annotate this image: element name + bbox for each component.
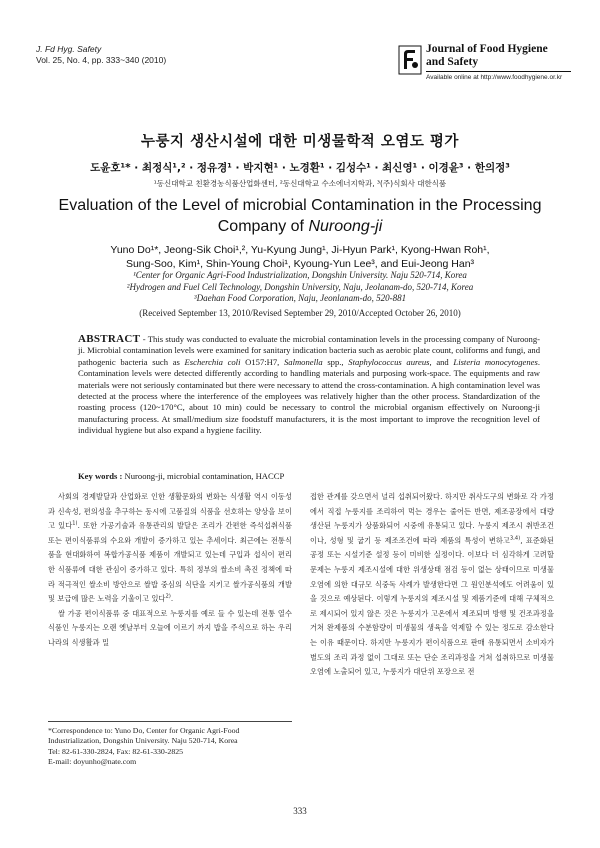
body-paragraph bbox=[310, 490, 554, 680]
korean-title: 누룽지 생산시설에 대한 미생물학적 오염도 평가 bbox=[141, 134, 459, 150]
abstract-text: , and bbox=[429, 356, 454, 367]
page-number: 333 bbox=[293, 806, 307, 816]
received-dates: (Received September 13, 2010/Revised September 29, 2010/Accepted October 26, 2010) bbox=[139, 308, 461, 318]
body-text: 사회의 경제발달과 산업화로 인한 생활문화의 변화는 식생활 역시 이동성과 신속성, 편의성을 추구하는 동시에 고품질의 식품을 선호하는 양상을 보이고 있다 bbox=[48, 492, 292, 531]
abstract-heading: ABSTRACT bbox=[78, 333, 141, 345]
abstract-text: - This study was conducted to evaluate the microbial contamination levels in the processing company of Nuroong-ji. Microbial contamination levels were examined for sanitary indication bacteria such as aerobic plate count, coliforms and fungi, and pathogenic bacteria such as bbox=[78, 334, 540, 367]
journal-logo-title bbox=[426, 43, 548, 68]
volume-line: Vol. 25, No. 4, pp. 333~340 (2010) bbox=[36, 55, 167, 65]
footnote-correspondence: *Correspondence to: Yuno Do, Center for Organic Agri-Food Industrialization, Dongshin University. Naju 520-714, Korea bbox=[48, 726, 240, 746]
abstract-italic-term: Salmonella bbox=[283, 356, 323, 367]
body-column-right bbox=[310, 490, 554, 680]
abstract-text: spp., bbox=[322, 356, 349, 367]
abstract-italic-term: Listeria monocytogenes bbox=[453, 356, 538, 367]
english-authors-line1: Yuno Do¹*, Jeong-Sik Choi¹,², Yu-Kyung Jung¹, Ji-Hyun Park¹, Kyong-Hwan Roh¹, bbox=[110, 244, 490, 256]
abstract bbox=[78, 334, 540, 437]
body-text: . bbox=[170, 594, 174, 604]
journal-reference bbox=[36, 44, 166, 66]
citation-ref: 1) bbox=[72, 520, 78, 527]
body-text: . 또한 가공기술과 유통관리의 발달은 조리가 간편한 즉석섭취식품 또는 편이식품류의 수요와 개발이 증가하고 있는 추세이다. 최근에는 전통식품을 현대화하여 복합가공식품 제품이 개발되고 있는데 구입과 섭식이 편리한 식품류에 대한 관심이 증가하고 있다. 특히 정부의 쌀소비 촉진 정책에 따라 적극적인 쌀소비 방안으로 쌀밥 중심의 식단을 지키고 쌀가공식품의 개발 및 보급에 많은 노력을 기울이고 있다 bbox=[48, 521, 293, 604]
abstract-text: . Contamination levels were detected differently according to handling materials and purposing work-space. The equipments and raw materials were not seriously contaminated but there were necessary to attend the cross-contamination. A high contamination level was detected at the process where the interference of the employees was relatively higher than the other process. Standardization of the roasting process (120~170°C, about 10 min) could be necessary to control the microbial organism effectively on Nuroong-ji manufacturing process. At small/medium size foodstuff manufacturers, it is the most important to improve the recognition level of individual hygiene but also expand a hygiene facility. bbox=[78, 356, 540, 436]
body-text: 접한 관계를 갖으면서 널리 섭취되어왔다. 하지만 취사도구의 변화로 각 가정에서 직접 누룽지를 조리하여 먹는 경우는 줄어든 반면, 제조공장에서 대량 생산된 누룽지가 상품화되어 시중에 유통되고 있다. 누룽지 제조시 취반조건이나, 성형 및 굽기 등 제조조건에 따라 제품의 특성이 변하고 bbox=[310, 492, 554, 545]
footnote-divider bbox=[48, 721, 292, 722]
journal-online-link[interactable]: Available online at http://www.foodhygiene.or.kr bbox=[426, 74, 563, 81]
abstract-italic-term: Staphylococcus aureus bbox=[348, 356, 430, 367]
body-text: , 표준화된 공정 또는 시설기준 설정 등이 미비한 실정이다. 이보다 더 심각하게 고려할 문제는 누룽지 제조시설에 대한 위생상태 점검 등이 없는 상태이므로 미생물 오염에 의한 대규모 식중독 사례가 발생한다면 그 원인분석에도 어려움이 있을 것으로 예상된다. 이렇게 누룽지의 제조시설 및 제품기준에 대해 구체적으로 제시되어 있지 않은 것은 누룽지가 고온에서 제조되며 방행 및 건조과정을 거쳐 완제품의 수분함량이 미생물의 생육을 억제할 수 있는 정도로 감소한다는 이유 때문이다. 하지만 누룽지가 편이식품으로 판매 유통되면서 소비자가 별도의 조리 과정 없이 그대로 또는 단순 조리과정을 거쳐 섭취하므로 미생물오염에 노출되어 있고, 누룽지가 대단위 포장으로 전 bbox=[310, 535, 554, 677]
footnote-email[interactable]: E-mail: doyunho@nate.com bbox=[48, 756, 137, 766]
keywords-heading: Key words : bbox=[78, 471, 125, 481]
journal-logo-title-line1: Journal of Food Hygiene bbox=[426, 43, 548, 55]
citation-ref: 2) bbox=[165, 593, 171, 600]
english-title-italic: Nuroong-ji bbox=[308, 218, 383, 235]
keywords bbox=[78, 471, 540, 481]
abstract-text: O157:H7, bbox=[240, 356, 284, 367]
english-title bbox=[40, 195, 560, 237]
body-paragraph: 쌀 가공 편이식품류 중 대표적으로 누룽지를 예로 들 수 있는데 전통 열수식품인 누룽지는 오랜 옛날부터 오늘에 이르기 까지 밥을 주식으로 하는 우리나라의 식생활과 밀 bbox=[48, 608, 292, 647]
english-title-line1: Evaluation of the Level of microbial Contamination in the Processing bbox=[58, 197, 542, 214]
english-authors bbox=[40, 243, 560, 271]
english-affiliation-2: ²Hydrogen and Fuel Cell Technology, Dongshin University, Naju, Jeolanam-do, 520-714, Korea bbox=[126, 281, 474, 292]
body-paragraph bbox=[48, 490, 292, 607]
footnote-phone-fax: Tel: 82-61-330-2824, Fax: 82-61-330-2825 bbox=[48, 746, 184, 756]
journal-logo-title-line2: and Safety bbox=[426, 55, 479, 68]
keywords-text: Nuroong-ji, microbial contamination, HACCP bbox=[124, 471, 285, 481]
english-title-prefix: Company of bbox=[217, 218, 309, 235]
english-title-line2 bbox=[40, 216, 560, 237]
citation-ref: 3,4) bbox=[509, 535, 521, 542]
journal-name: J. Fd Hyg. Safety bbox=[36, 44, 102, 54]
english-affiliation-3: ³Daehan Food Corporation, Naju, Jeonlanam-do, 520-881 bbox=[193, 293, 407, 303]
correspondence-footnote bbox=[48, 726, 294, 767]
journal-logo-rule bbox=[426, 71, 571, 72]
journal-logo bbox=[398, 41, 573, 93]
english-affiliations bbox=[30, 270, 570, 305]
korean-authors: 도윤호¹* · 최정식¹,² · 정유경¹ · 박지현¹ · 노경환¹ · 김성수¹ · 최신영¹ · 이경윤³ · 한의정³ bbox=[90, 162, 510, 174]
english-authors-line2: Sung-Soo, Kim¹, Shin-Young Choi¹, Kyoung-Yun Lee³, and Eui-Jeong Han³ bbox=[125, 258, 475, 270]
body-column-left bbox=[48, 490, 292, 651]
journal-logo-icon bbox=[398, 45, 422, 75]
korean-affiliations: ¹동신대학교 친환경농식품산업화센터, ²동신대학교 수소에너지학과, ³(주)식회사 대한식품 bbox=[153, 179, 447, 188]
abstract-italic-term: Escherchia coli bbox=[184, 356, 241, 367]
english-affiliation-1: ¹Center for Organic Agri-Food Industrialization, Dongshin University. Naju 520-714, Korea bbox=[133, 270, 467, 280]
